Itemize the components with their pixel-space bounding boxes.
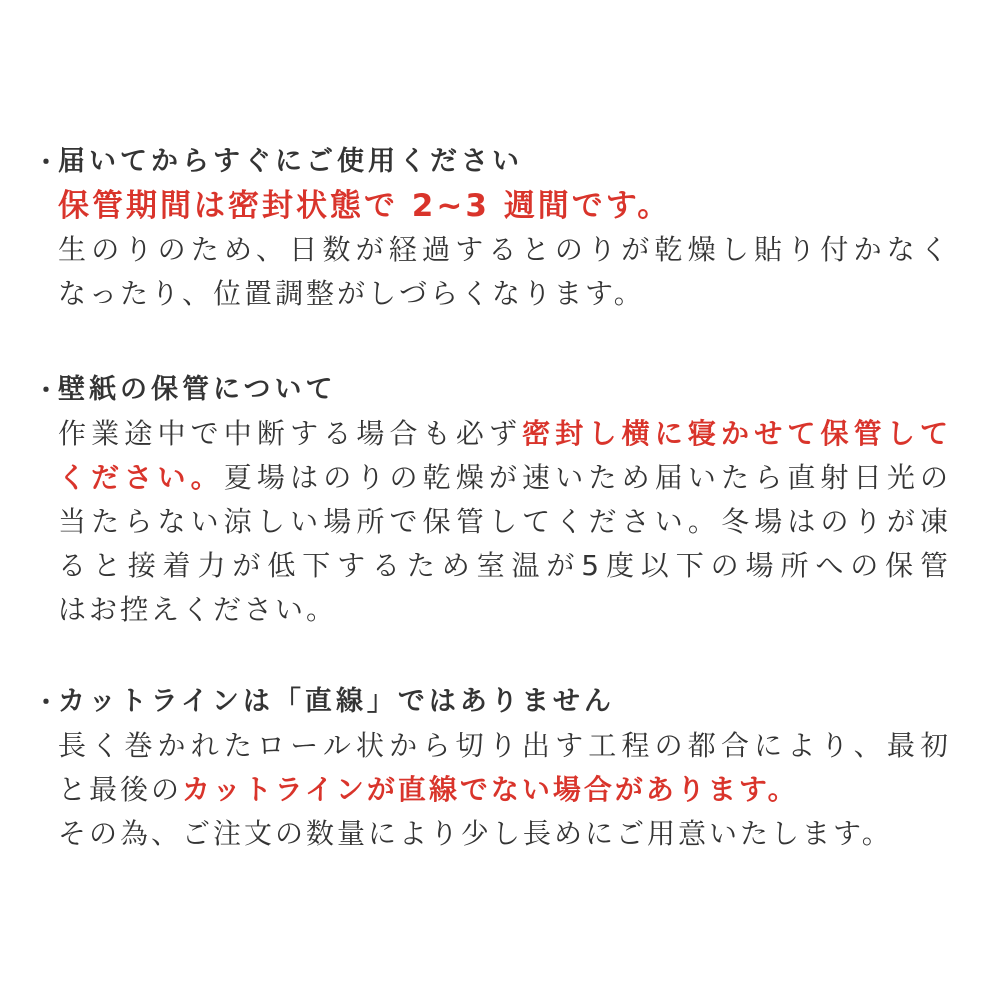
section-heading-text: カットラインは「直線」ではありません: [58, 686, 615, 717]
text-segment: はお控えください。: [58, 593, 338, 626]
bullet-icon: ・: [34, 688, 58, 716]
text-line: [58, 768, 951, 812]
text-line: [58, 456, 951, 500]
text-segment: 当たらない涼しい場所で保管してください。冬場はのりが凍: [58, 505, 951, 538]
text-line: [58, 500, 951, 544]
section-body: [58, 184, 951, 316]
highlight-text: ください。: [58, 461, 224, 494]
text-segment: 長く巻かれたロール状から切り出す工程の都合により、最初: [58, 729, 951, 762]
section-heading-text: 届いてからすぐにご使用ください: [58, 146, 523, 177]
text-line: [58, 588, 951, 632]
section-cut-line: [34, 680, 980, 856]
text-segment: 生のりのため、日数が経過するとのりが乾燥し貼り付かなく: [58, 233, 951, 266]
section-wallpaper-storage: [34, 368, 980, 632]
section-immediate-use: [34, 140, 980, 316]
text-line: [58, 724, 951, 768]
section-body: [58, 412, 951, 632]
text-segment: その為、ご注文の数量により少し長めにご用意いたします。: [58, 817, 893, 850]
text-segment: 作業途中で中断する場合も必ず: [58, 417, 523, 450]
section-heading: [34, 140, 980, 184]
text-segment: 夏場はのりの乾燥が速いため届いたら直射日光の: [223, 461, 951, 494]
highlight-text: 保管期間は密封状態で 2~3 週間です。: [58, 188, 672, 224]
text-segment: と最後の: [58, 773, 183, 806]
section-heading-text: 壁紙の保管について: [58, 374, 337, 405]
section-heading: [34, 368, 980, 412]
bullet-icon: ・: [34, 148, 58, 176]
section-heading: [34, 680, 980, 724]
highlight-text: 密封し横に寝かせて保管して: [522, 417, 951, 450]
text-segment: なったり、位置調整がしづらくなります。: [58, 277, 645, 310]
text-line: [58, 184, 951, 228]
section-body: [58, 724, 951, 856]
highlight-text: カットラインが直線でない場合があります。: [182, 773, 799, 806]
text-line: [58, 544, 951, 588]
bullet-icon: ・: [34, 376, 58, 404]
text-line: [58, 228, 951, 272]
text-segment: ると接着力が低下するため室温が5度以下の場所への保管: [58, 549, 951, 582]
text-line: [58, 412, 951, 456]
text-line: [58, 272, 951, 316]
text-line: [58, 812, 951, 856]
